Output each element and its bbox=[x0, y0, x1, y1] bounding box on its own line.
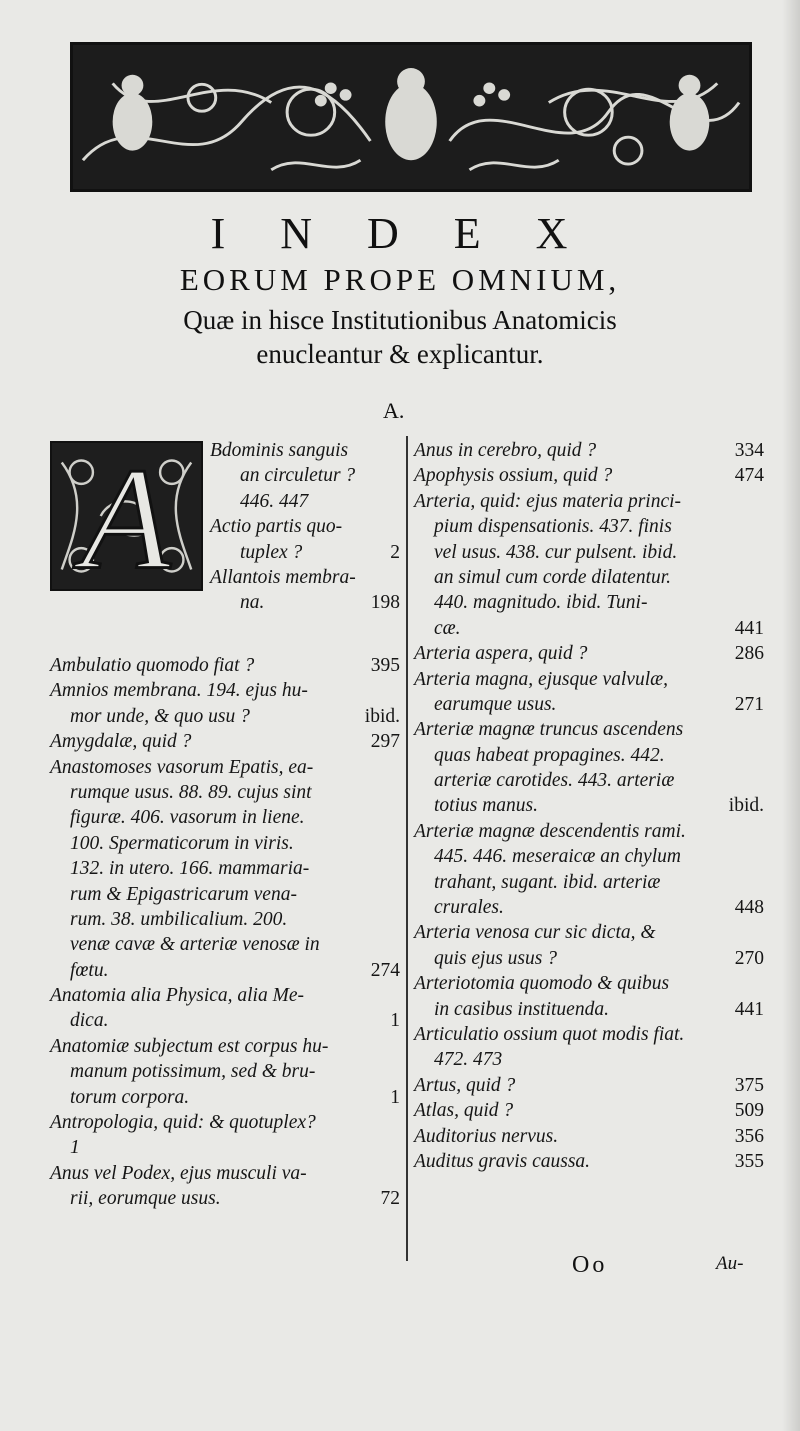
entry-line: Allantois membra- bbox=[210, 566, 356, 588]
section-letter: A. bbox=[383, 398, 405, 423]
entry-line: Anus in cerebro, quid ? 334 bbox=[414, 438, 764, 463]
entry-line: torum corpora. 1 bbox=[50, 1085, 400, 1110]
entry-line: Arteriæ magnæ descendentis rami. bbox=[414, 820, 686, 842]
page-number: 286 bbox=[734, 643, 764, 665]
right-column bbox=[414, 438, 764, 1174]
ornamental-headpiece bbox=[70, 42, 752, 192]
entry-line: Articulatio ossium quot modis fiat. bbox=[414, 1023, 685, 1045]
entry-line: Amnios membrana. 194. ejus hu- bbox=[50, 680, 308, 702]
page-number: 1 bbox=[390, 1010, 400, 1032]
entry-line: pium dispensationis. 437. finis bbox=[434, 516, 672, 538]
index-entry bbox=[50, 729, 400, 754]
entry-line: cæ. 441 bbox=[414, 616, 764, 641]
dropcap-ornament bbox=[50, 441, 203, 591]
entry-line: rum. 38. umbilicalium. 200. bbox=[70, 908, 288, 930]
entry-line: 100. Spermaticorum in viris. bbox=[70, 832, 294, 854]
entry-line: na. 198 bbox=[210, 590, 400, 615]
entry-line: Amygdalæ, quid ? 297 bbox=[50, 729, 400, 754]
entry-line: Anus vel Podex, ejus musculi va- bbox=[50, 1162, 307, 1184]
entry-line: Anatomia alia Physica, alia Me- bbox=[50, 985, 304, 1007]
entry-line: an circuletur ? bbox=[240, 465, 356, 487]
entry-line: rii, eorumque usus. 72 bbox=[50, 1186, 400, 1211]
entry-line: in casibus instituenda. 441 bbox=[414, 997, 764, 1022]
entry-line: Atlas, quid ? 509 bbox=[414, 1098, 764, 1123]
entry-line: Auditus gravis caussa. 355 bbox=[414, 1149, 764, 1174]
index-entry bbox=[50, 983, 400, 1034]
entry-line: Arteria aspera, quid ? 286 bbox=[414, 641, 764, 666]
dropcap-block bbox=[50, 438, 400, 653]
page-number: 355 bbox=[734, 1150, 764, 1172]
index-entry bbox=[414, 971, 764, 1022]
index-entry bbox=[414, 1124, 764, 1149]
page-number: 474 bbox=[734, 465, 764, 487]
catchword: Au- bbox=[716, 1253, 744, 1274]
entry-line: Ambulatio quomodo fiat ? 395 bbox=[50, 653, 400, 678]
page-number: 274 bbox=[370, 959, 400, 981]
index-subtitle-line4: enucleantur & explicantur. bbox=[256, 339, 544, 369]
page-number: 509 bbox=[734, 1100, 764, 1122]
index-entry bbox=[414, 1073, 764, 1098]
index-entry bbox=[414, 438, 764, 463]
entry-line: Arteriotomia quomodo & quibus bbox=[414, 973, 670, 995]
entry-line: vel usus. 438. cur pulsent. ibid. bbox=[434, 541, 678, 563]
entry-line: Arteria, quid: ejus materia princi- bbox=[414, 490, 682, 512]
column-divider bbox=[406, 436, 408, 1261]
page-number: 297 bbox=[370, 731, 400, 753]
index-entry bbox=[414, 717, 764, 819]
entry-line: 445. 446. meseraicæ an chylum bbox=[434, 846, 681, 868]
page-number: 441 bbox=[734, 617, 764, 639]
entry-line: dica. 1 bbox=[50, 1008, 400, 1033]
entry-line: Artus, quid ? 375 bbox=[414, 1073, 764, 1098]
index-entry bbox=[50, 1110, 400, 1161]
entry-line: arteriæ carotides. 443. arteriæ bbox=[434, 770, 675, 792]
entry-line: Arteria magna, ejusque valvulæ, bbox=[414, 668, 669, 690]
entry-line: 1 bbox=[70, 1137, 80, 1159]
index-entry bbox=[414, 819, 764, 921]
entry-line: figuræ. 406. vasorum in liene. bbox=[70, 807, 305, 829]
index-entry bbox=[210, 514, 400, 565]
entry-line: Anastomoses vasorum Epatis, ea- bbox=[50, 756, 314, 778]
entry-line: earumque usus. 271 bbox=[414, 692, 764, 717]
entry-line: totius manus. ibid. bbox=[414, 793, 764, 818]
entry-line: an simul cum corde dilatentur. bbox=[434, 566, 672, 588]
index-entry bbox=[414, 1022, 764, 1073]
entry-line: fœtu. 274 bbox=[50, 958, 400, 983]
entry-line: Apophysis ossium, quid ? 474 bbox=[414, 463, 764, 488]
entry-line: quis ejus usus ? 270 bbox=[414, 946, 764, 971]
entry-line: 132. in utero. 166. mammaria- bbox=[70, 858, 310, 880]
index-entry bbox=[414, 1098, 764, 1123]
entry-line: 472. 473 bbox=[434, 1049, 503, 1071]
page-number: ibid. bbox=[728, 795, 764, 817]
index-subtitle-line3: Quæ in hisce Institutionibus Anatomicis bbox=[183, 305, 617, 335]
entry-line: crurales. 448 bbox=[414, 895, 764, 920]
left-entries bbox=[50, 653, 400, 1212]
page-number: 198 bbox=[370, 592, 400, 614]
page-number: 270 bbox=[734, 947, 764, 969]
entry-line: Actio partis quo- bbox=[210, 516, 343, 538]
page-number: 395 bbox=[370, 655, 400, 676]
entry-line: rum & Epigastricarum vena- bbox=[70, 883, 297, 905]
index-entry bbox=[414, 489, 764, 641]
signature-mark: Oo bbox=[572, 1252, 608, 1278]
page-number: 334 bbox=[734, 440, 764, 461]
page-number: 375 bbox=[734, 1074, 764, 1096]
entry-line: venæ cavæ & arteriæ venosæ in bbox=[70, 934, 320, 956]
page-number: 441 bbox=[734, 998, 764, 1020]
page-number: 72 bbox=[380, 1188, 400, 1210]
page-number: 356 bbox=[734, 1125, 764, 1147]
page-number: ibid. bbox=[364, 705, 400, 727]
entry-line: mor unde, & quo usu ? ibid. bbox=[50, 704, 400, 729]
page-number: 1 bbox=[390, 1086, 400, 1108]
page-number: 271 bbox=[734, 693, 764, 715]
index-entry bbox=[50, 678, 400, 729]
index-entry bbox=[414, 641, 764, 666]
index-subtitle: EORUM PROPE OMNIUM, bbox=[179, 262, 621, 297]
entry-line: 446. 447 bbox=[240, 490, 309, 512]
entry-line: Arteria venosa cur sic dicta, & bbox=[414, 922, 656, 944]
page-number: 448 bbox=[734, 897, 764, 919]
dropcap-letter: A bbox=[81, 443, 171, 589]
left-column bbox=[50, 438, 400, 1212]
index-entry bbox=[414, 463, 764, 488]
index-entry bbox=[414, 667, 764, 718]
index-title: I N D E X bbox=[210, 209, 590, 258]
index-entry bbox=[50, 653, 400, 678]
entry-line: manum potissimum, sed & bru- bbox=[70, 1061, 316, 1083]
index-entry bbox=[210, 565, 400, 616]
index-entry bbox=[50, 755, 400, 984]
index-entry bbox=[414, 920, 764, 971]
entry-line: Anatomiæ subjectum est corpus hu- bbox=[50, 1035, 329, 1057]
entry-line: Arteriæ magnæ truncus ascendens bbox=[414, 719, 684, 741]
index-entry bbox=[414, 1149, 764, 1174]
dropcap-entries bbox=[210, 438, 400, 616]
entry-line: trahant, sugant. ibid. arteriæ bbox=[434, 871, 661, 893]
entry-line: rumque usus. 88. 89. cujus sint bbox=[70, 781, 312, 803]
index-entry bbox=[210, 438, 400, 514]
entry-line: Antropologia, quid: & quotuplex? bbox=[50, 1112, 316, 1134]
entry-line: quas habeat propagines. 442. bbox=[434, 744, 665, 766]
index-entry bbox=[50, 1034, 400, 1110]
entry-line: Bdominis sanguis bbox=[210, 440, 349, 461]
entry-line: 440. magnitudo. ibid. Tuni- bbox=[434, 592, 648, 614]
page-number: 2 bbox=[390, 541, 400, 563]
entry-line: tuplex ? 2 bbox=[210, 540, 400, 565]
entry-line: Auditorius nervus. 356 bbox=[414, 1124, 764, 1149]
index-entry bbox=[50, 1161, 400, 1212]
